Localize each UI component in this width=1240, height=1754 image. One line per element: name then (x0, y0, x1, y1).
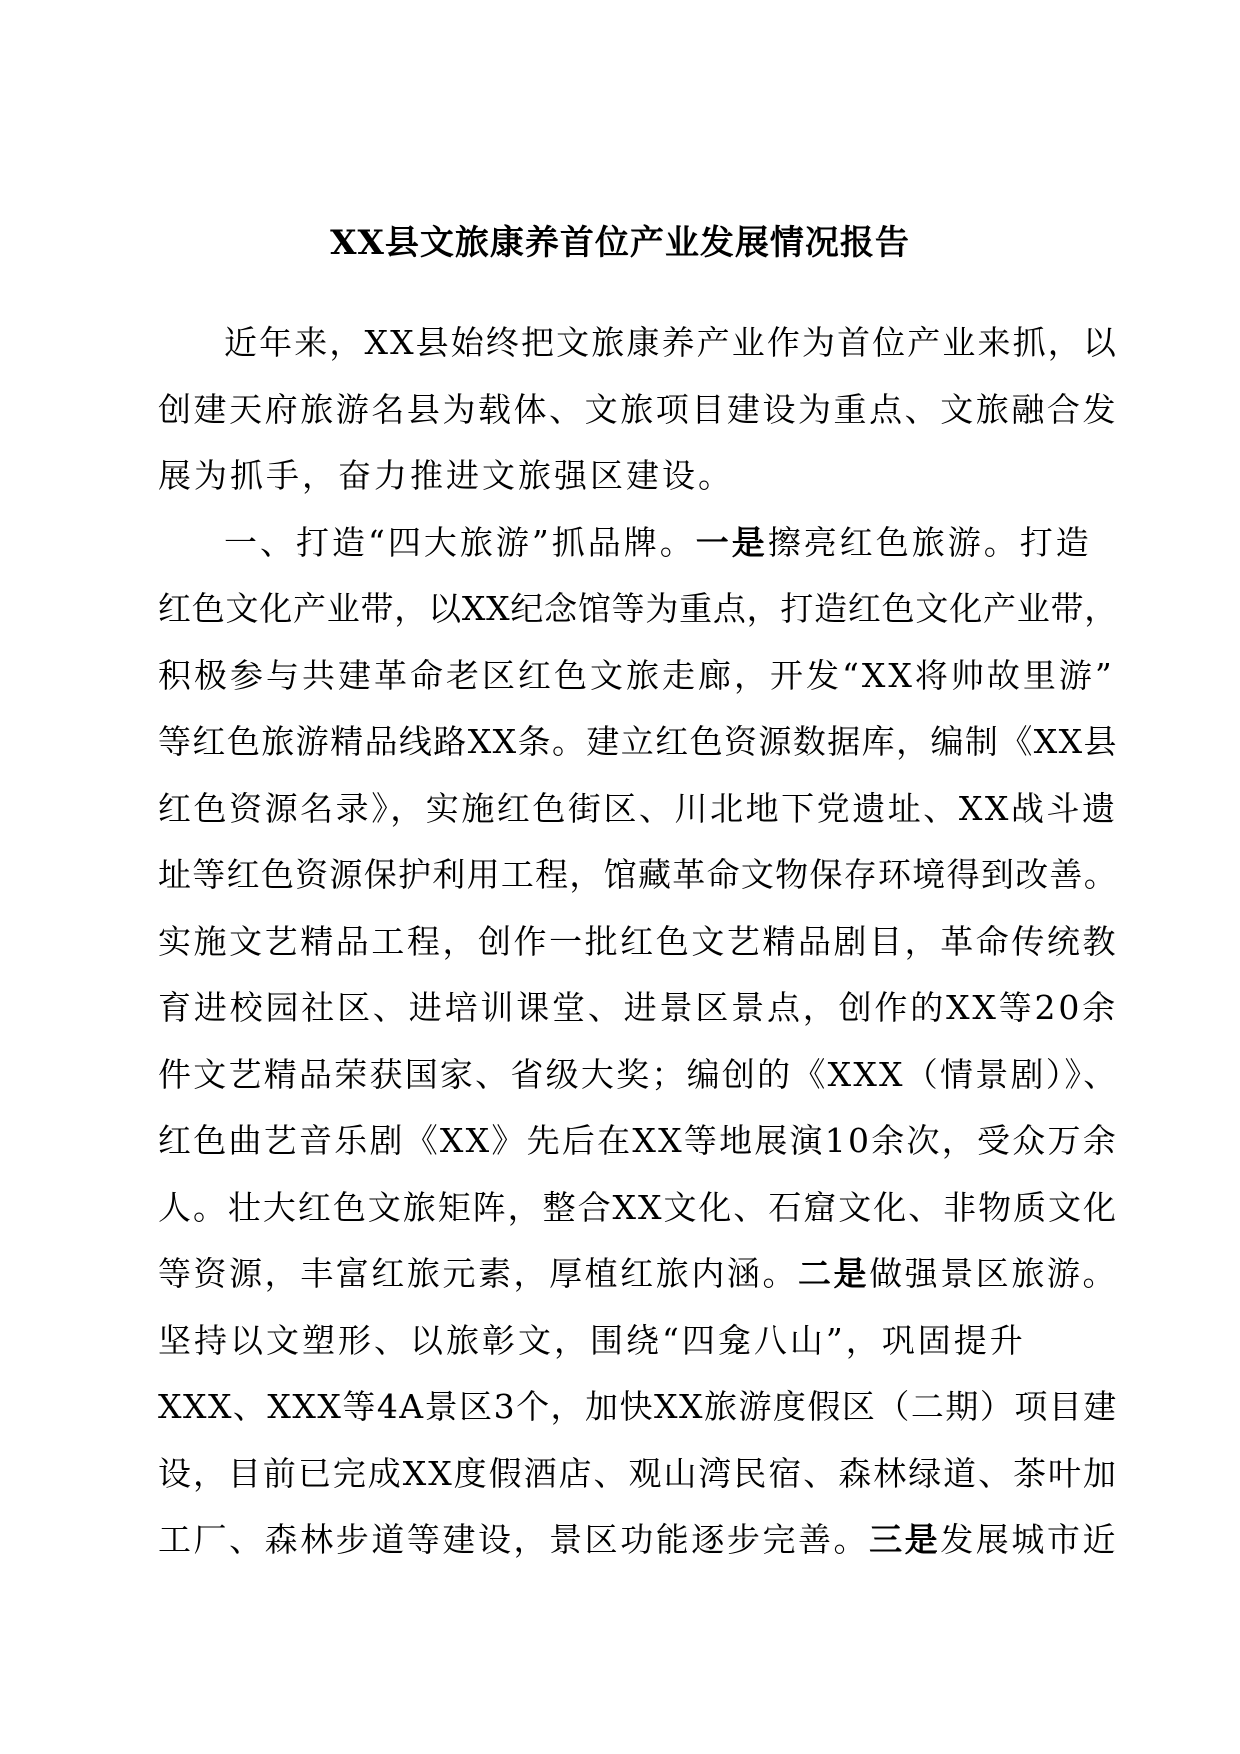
text-segment: 实施文艺精品工程，创作一批红色文艺精品剧目，革命传统教 (158, 921, 1118, 961)
text-segment: 红色文化产业带，以XX纪念馆等为重点，打造红色文化产业带， (158, 589, 1118, 628)
bold-text-segment: 二是 (798, 1254, 870, 1293)
text-segment: 做强景区旅游。 (869, 1254, 1119, 1293)
bold-text-segment: 一是 (695, 522, 768, 562)
document-body (158, 318, 1118, 1582)
bold-text-segment: 三是 (869, 1520, 941, 1559)
text-segment: 坚持以文塑形、以旅彰文，围绕“四龛八山”，巩固提升 (158, 1320, 1026, 1360)
text-line (158, 983, 1118, 1050)
text-segment: 积极参与共建革命老区红色文旅走廊，开发“XX将帅故里游” (158, 655, 1115, 695)
text-line (158, 1183, 1118, 1250)
text-segment: 近年来，XX县始终把文旅康养产业作为首位产业来抓，以 (224, 323, 1118, 362)
text-segment: 创建天府旅游名县为载体、文旅项目建设为重点、文旅融合发 (158, 389, 1118, 429)
text-segment: 发展城市近 (940, 1520, 1119, 1559)
text-line (158, 1449, 1118, 1516)
text-segment: XXX、XXX等4A景区3个，加快XX旅游度假区（二期）项目建 (158, 1387, 1118, 1426)
text-line (158, 518, 1118, 585)
text-segment: 人。壮大红色文旅矩阵，整合XX文化、石窟文化、非物质文化 (158, 1187, 1118, 1227)
text-line (158, 385, 1118, 452)
text-line (158, 1316, 1118, 1383)
text-segment: 一、打造“四大旅游”抓品牌。 (224, 522, 696, 562)
text-line (158, 1515, 1118, 1582)
text-segment: 址等红色资源保护利用工程，馆藏革命文物保存环境得到改善。 (158, 855, 1118, 894)
text-segment: 展为抓手，奋力推进文旅强区建设。 (158, 456, 734, 495)
text-segment: 件文艺精品荣获国家、省级大奖；编创的《XXX（情景剧）》、 (158, 1054, 1119, 1094)
text-line (158, 784, 1118, 851)
text-segment: 工厂、森林步道等建设，景区功能逐步完善。 (158, 1520, 870, 1559)
text-segment: 红色资源名录》，实施红色街区、川北地下党遗址、XX战斗遗 (158, 788, 1118, 828)
text-line (158, 917, 1118, 984)
text-segment: 育进校园社区、进培训课堂、进景区景点，创作的XX等20余 (158, 988, 1118, 1027)
text-line (158, 651, 1118, 718)
text-line (158, 717, 1118, 784)
text-segment: 等资源，丰富红旅元素，厚植红旅内涵。 (158, 1254, 798, 1293)
text-line (158, 1249, 1118, 1316)
text-segment: 擦亮红色旅游。打造 (767, 522, 1092, 562)
text-line (158, 584, 1118, 651)
text-segment: 设，目前已完成XX度假酒店、观山湾民宿、森林绿道、茶叶加 (158, 1453, 1118, 1493)
text-line (158, 1116, 1118, 1183)
text-line (158, 1050, 1118, 1117)
text-line (158, 850, 1118, 917)
text-segment: 等红色旅游精品线路XX条。建立红色资源数据库，编制《XX县 (158, 722, 1118, 761)
text-line (158, 451, 1118, 518)
text-line (158, 318, 1118, 385)
document-title: XX县文旅康养首位产业发展情况报告 (330, 223, 910, 263)
text-line (158, 1382, 1118, 1449)
text-segment: 红色曲艺音乐剧《XX》先后在XX等地展演10余次，受众万余 (158, 1121, 1118, 1160)
